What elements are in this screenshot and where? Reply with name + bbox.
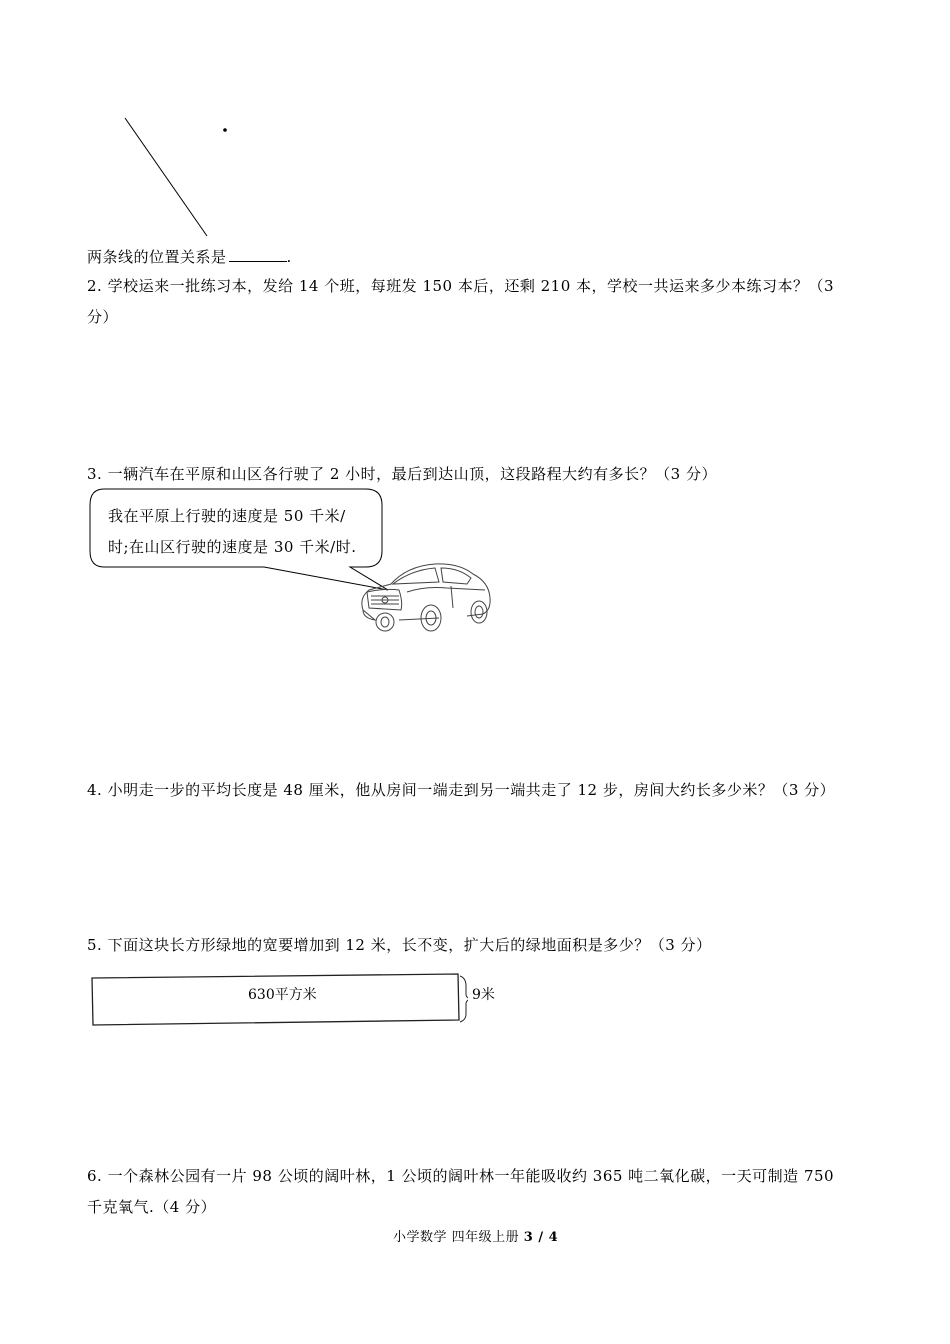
q5-area-label: 630平方米 bbox=[248, 987, 317, 1003]
q5-width-label: 9米 bbox=[472, 987, 495, 1003]
page-footer bbox=[393, 1231, 558, 1244]
q5-question: 5. 下面这块长方形绿地的宽要增加到 12 米，长不变，扩大后的绿地面积是多少？（3 分） bbox=[87, 936, 712, 954]
slanted-line bbox=[125, 118, 207, 236]
q1-answer-label: 两条线的位置关系是 bbox=[87, 248, 227, 266]
q3-bubble-line1: 我在平原上行驶的速度是 50 千米/ bbox=[108, 507, 346, 525]
point-dot bbox=[223, 128, 227, 132]
q3-bubble-line2: 时;在山区行驶的速度是 30 千米/时. bbox=[108, 538, 357, 556]
q6-line2: 千克氧气.（4 分） bbox=[87, 1198, 217, 1216]
q2-line1: 2. 学校运来一批练习本，发给 14 个班，每班发 150 本后，还剩 210 本，学校一共运来多少本练习本？（3 bbox=[87, 277, 835, 295]
q1-answer-blank[interactable] bbox=[229, 247, 287, 262]
q3-question: 3. 一辆汽车在平原和山区各行驶了 2 小时，最后到达山顶，这段路程大约有多长？（3 分） bbox=[87, 465, 717, 483]
footer-page-number: 3 / 4 bbox=[523, 1230, 559, 1245]
q1-figure bbox=[110, 105, 250, 245]
q2-line2: 分） bbox=[87, 308, 119, 326]
footer-subject: 小学数学 四年级上册 bbox=[393, 1230, 520, 1245]
q1-answer-suffix: . bbox=[286, 248, 292, 266]
q4-question: 4. 小明走一步的平均长度是 48 厘米，他从房间一端走到另一端共走了 12 步，房间大约长多少米？（3 分） bbox=[87, 781, 836, 799]
q6-line1: 6. 一个森林公园有一片 98 公顷的阔叶林，1 公顷的阔叶林一年能吸收约 365 吨二氧化碳，一天可制造 750 bbox=[87, 1167, 835, 1185]
car-illustration bbox=[355, 558, 495, 636]
q1-answer bbox=[87, 247, 292, 265]
